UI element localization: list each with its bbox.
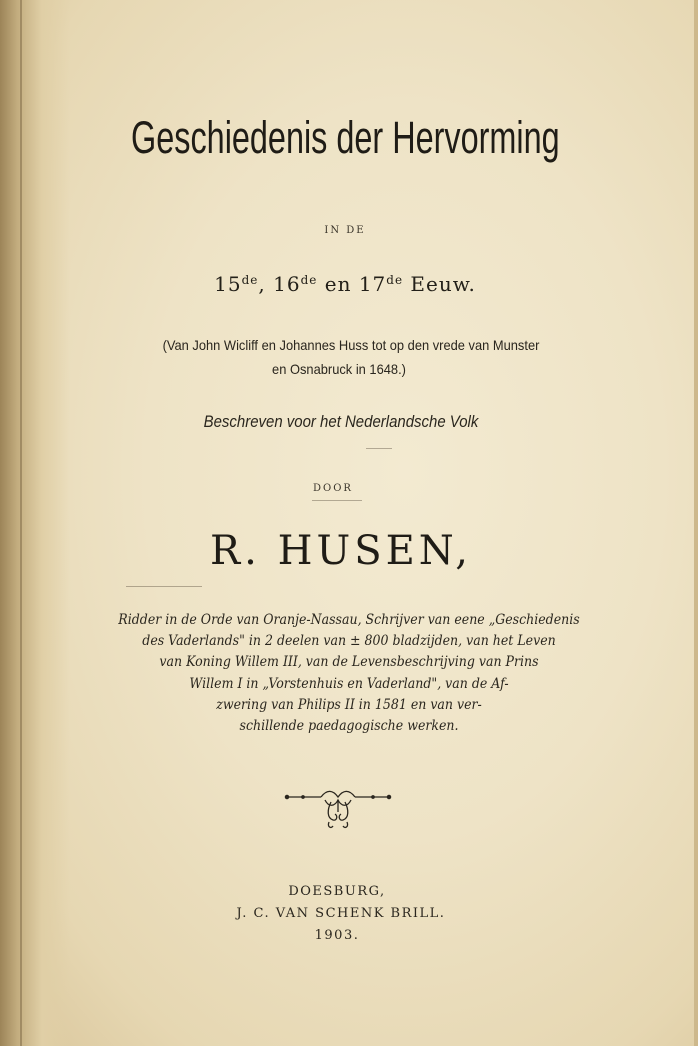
page-edge: [694, 0, 698, 1046]
author-rule: [126, 586, 202, 587]
floral-ornament-icon: [283, 786, 393, 830]
author-credentials: [24, 610, 673, 737]
imprint-place: DOESBURG,: [288, 884, 386, 899]
century-16: 16: [273, 272, 301, 296]
century-17-suffix: de: [386, 273, 404, 287]
credentials-line: Willem I in „Vorstenhuis en Vaderland", van de Af-: [189, 675, 509, 692]
door-rule: [312, 500, 362, 501]
dedication-line: Beschreven voor het Nederlandsche Volk: [203, 412, 479, 431]
century-17: 17: [358, 272, 387, 296]
credentials-line: des Vaderlands" in 2 deelen van ± 800 bladzijden, van het Leven: [142, 633, 556, 650]
imprint-publisher: J. C. VAN SCHENK BRILL.: [236, 906, 446, 921]
century-16-suffix: de: [300, 273, 318, 287]
author-name: R. HUSEN,: [210, 528, 472, 574]
centuries-separator-2: en: [317, 272, 359, 296]
credentials-line: Ridder in de Orde van Oranje-Nassau, Schrijver van eene „Geschiedenis: [118, 612, 580, 628]
imprint-year: 1903.: [314, 928, 360, 943]
in-de-label: IN DE: [324, 225, 366, 236]
credentials-line: van Koning Willem III, van de Levensbeschrijving van Prins: [159, 654, 539, 671]
centuries-separator-1: ,: [258, 272, 274, 296]
credentials-line: schillende paedagogische werken.: [239, 718, 459, 735]
centuries-tail: Eeuw.: [403, 272, 476, 296]
centuries-line: [0, 272, 694, 296]
subtitle-line-1: (Van John Wicliff en Johannes Huss tot op den vrede van Munster: [162, 337, 540, 353]
credentials-line: zwering van Philips II in 1581 en van ver-: [216, 696, 482, 713]
dedication-rule: [366, 448, 392, 449]
book-title: Geschiedenis der Hervorming: [131, 112, 560, 163]
subtitle-line-2: en Osnabruck in 1648.): [272, 361, 406, 377]
century-15-suffix: de: [241, 273, 259, 287]
century-15: 15: [214, 272, 242, 296]
door-label: DOOR: [313, 483, 353, 494]
